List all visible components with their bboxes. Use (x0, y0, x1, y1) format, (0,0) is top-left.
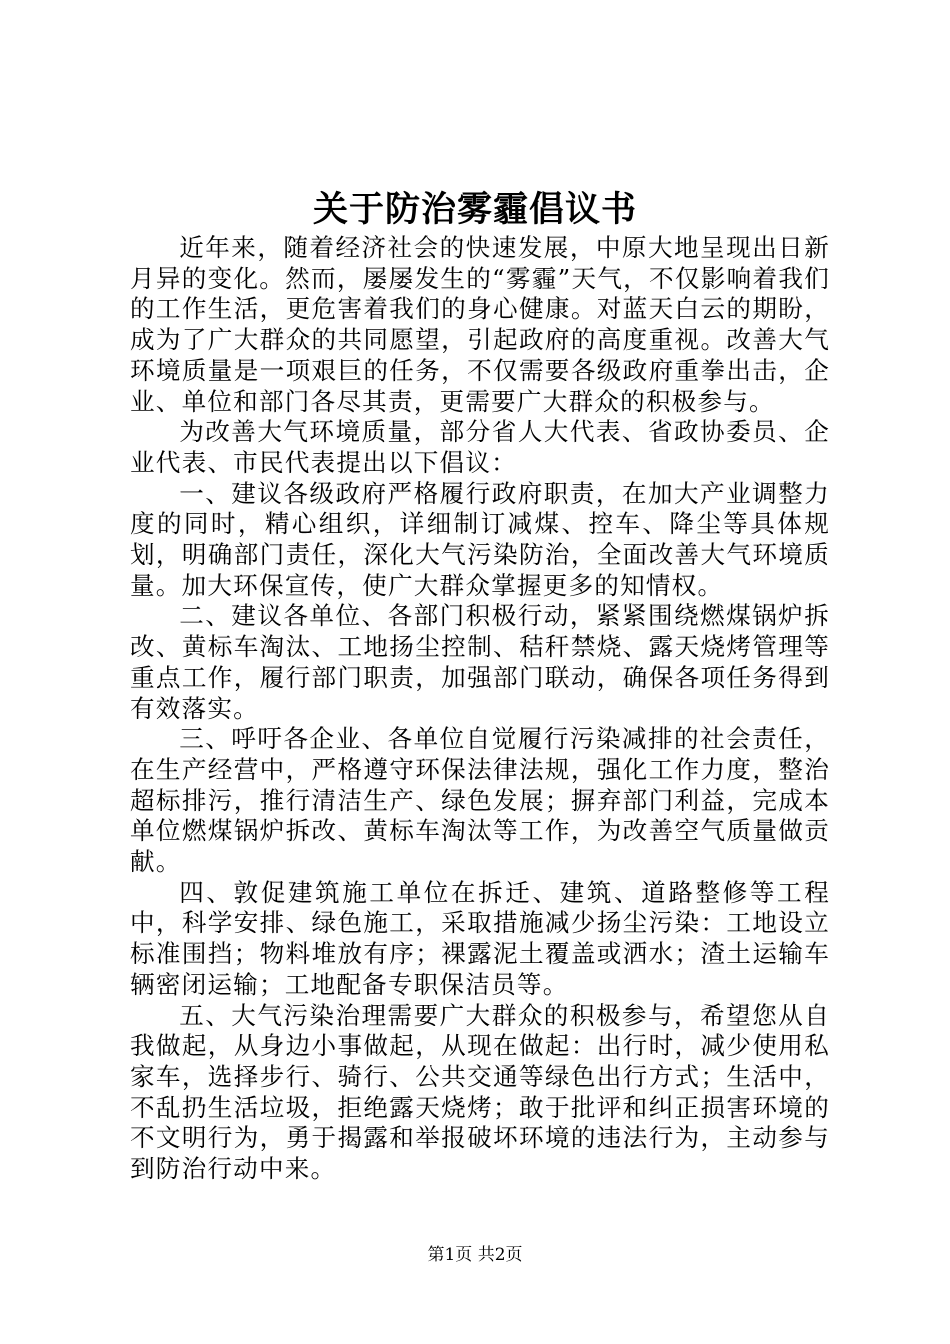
paragraph-intro: 近年来，随着经济社会的快速发展，中原大地呈现出日新月异的变化。然而，屡屡发生的“雾霾”天气，不仅影响着我们的工作生活，更危害着我们的身心健康。对蓝天白云的期盼，成为了广大群众的共同愿望，引起政府的高度重视。改善大气环境质量是一项艰巨的任务，不仅需要各级政府重拳出击，企业、单位和部门各尽其责，更需要广大群众的积极参与。 (130, 233, 830, 416)
document-body (130, 233, 830, 1185)
paragraph-item-2: 二、建议各单位、各部门积极行动，紧紧围绕燃煤锅炉拆改、黄标车淘汰、工地扬尘控制、秸秆禁烧、露天烧烤管理等重点工作，履行部门职责，加强部门联动，确保各项任务得到有效落实。 (130, 601, 830, 723)
document-title: 关于防治雾霾倡议书 (312, 189, 637, 230)
paragraph-item-5: 五、大气污染治理需要广大群众的积极参与，希望您从自我做起，从身边小事做起，从现在做起：出行时，减少使用私家车，选择步行、骑行、公共交通等绿色出行方式；生活中，不乱扔生活垃圾，拒绝露天烧烤；敢于批评和纠正损害环境的不文明行为，勇于揭露和举报破坏环境的违法行为，主动参与到防治行动中来。 (130, 1000, 830, 1184)
paragraph-proposal-lead: 为改善大气环境质量，部分省人大代表、省政协委员、企业代表、市民代表提出以下倡议： (130, 417, 830, 477)
paragraph-item-4: 四、敦促建筑施工单位在拆迁、建筑、道路整修等工程中，科学安排、绿色施工，采取措施减少扬尘污染：工地设立标准围挡；物料堆放有序；裸露泥土覆盖或洒水；渣土运输车辆密闭运输；工地配备专职保洁员等。 (130, 877, 830, 999)
page-number-footer: 第1页 共2页 (427, 1245, 523, 1265)
paragraph-item-1: 一、建议各级政府严格履行政府职责，在加大产业调整力度的同时，精心组织，详细制订减煤、控车、降尘等具体规划，明确部门责任，深化大气污染防治，全面改善大气环境质量。加大环保宣传，使广大群众掌握更多的知情权。 (130, 478, 830, 600)
paragraph-item-3: 三、呼吁各企业、各单位自觉履行污染减排的社会责任，在生产经营中，严格遵守环保法律法规，强化工作力度，整治超标排污，推行清洁生产、绿色发展；摒弃部门利益，完成本单位燃煤锅炉拆改、黄标车淘汰等工作，为改善空气质量做贡献。 (130, 724, 830, 877)
